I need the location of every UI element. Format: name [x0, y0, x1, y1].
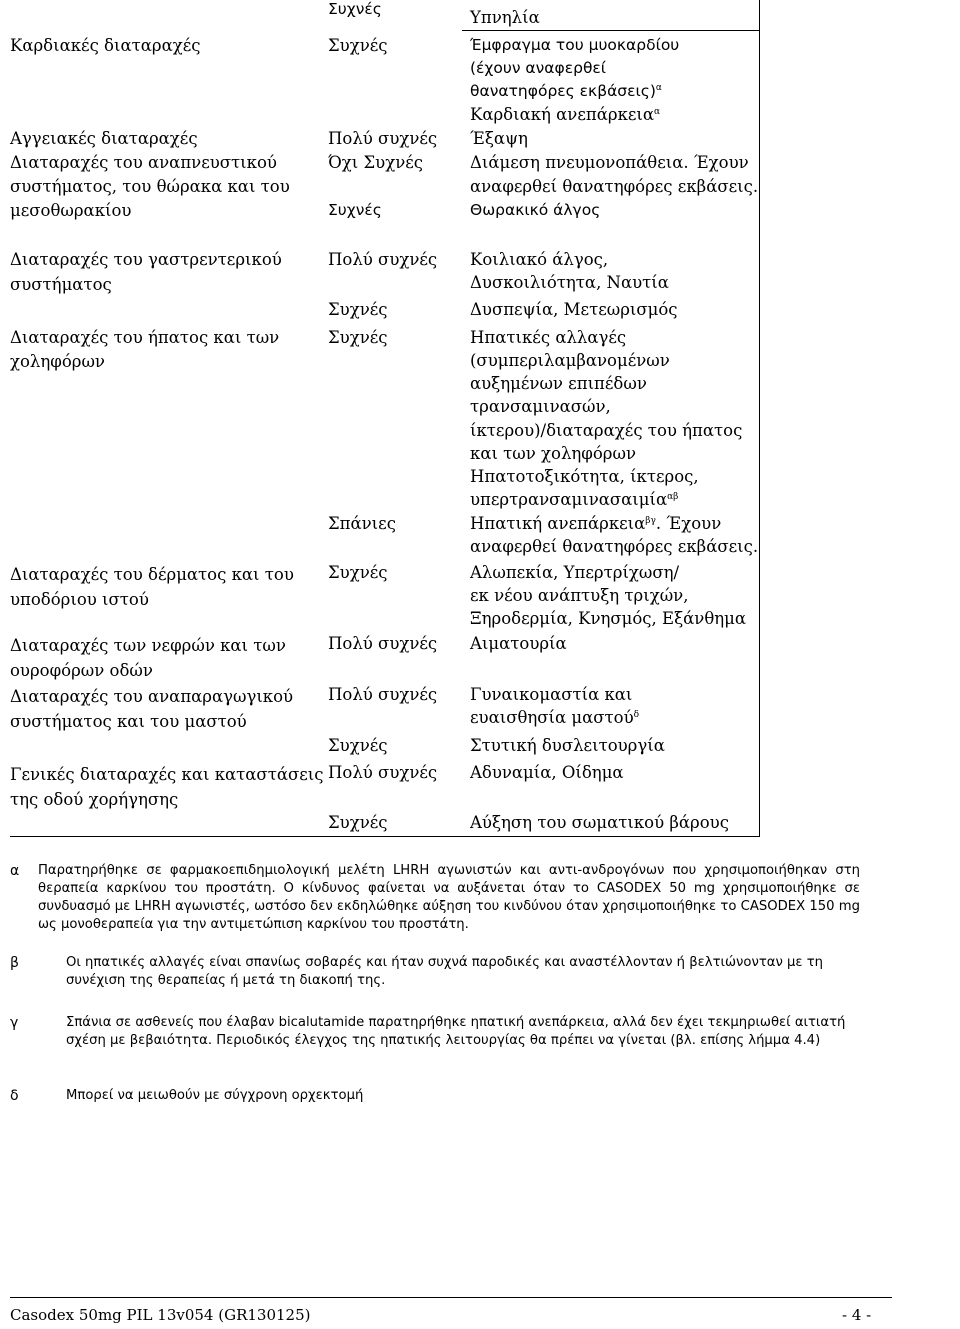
reaction-cell: τρανσαμινασών,: [470, 397, 611, 416]
soc-cell: Διαταραχές του δέρματος και του: [10, 565, 294, 584]
freq-cell: Συχνές: [328, 0, 382, 18]
reaction-cell: Έξαψη: [470, 129, 528, 148]
reaction-cell: (έχουν αναφερθεί: [470, 59, 607, 77]
freq-cell: Συχνές: [328, 36, 388, 55]
soc-cell: Γενικές διαταραχές και καταστάσεις: [10, 765, 324, 784]
soc-cell: Διαταραχές του αναπαραγωγικού: [10, 687, 294, 706]
reaction-cell: Αιματουρία: [470, 634, 567, 653]
reaction-cell: εκ νέου ανάπτυξη τριχών,: [470, 586, 689, 605]
freq-cell: Πολύ συχνές: [328, 634, 438, 653]
reaction-cell: αναφερθεί θανατηφόρες εκβάσεις.: [470, 537, 759, 556]
footnote-ref: αβ: [667, 492, 679, 502]
soc-cell: Διαταραχές των νεφρών και των: [10, 636, 286, 655]
footnote-text: Σπάνια σε ασθενείς που έλαβαν bicalutamide παρατηρήθηκε ηπατική ανεπάρκεια, αλλά δεν έχει τεκμηριωθεί αιτιατή σχέση με βεβαιότητα. Περιοδικός έλεγχος της ηπατικής λειτουργίας θα πρέπει να γίνεται (βλ. επίσης λήμμα 4.4): [66, 1015, 846, 1048]
freq-cell: Σπάνιες: [328, 514, 396, 533]
freq-cell: Συχνές: [328, 328, 388, 347]
freq-cell: Πολύ συχνές: [328, 763, 438, 782]
table-right-border: [759, 0, 760, 836]
reaction-cell: Αδυναμία, Οίδημα: [470, 763, 624, 782]
reaction-cell: Ηπατικές αλλαγές: [470, 328, 627, 347]
soc-cell: μεσοθωρακίου: [10, 201, 132, 220]
footnote-ref: δ: [633, 710, 640, 720]
reaction-cell: ίκτερου)/διαταραχές του ήπατος: [470, 421, 743, 440]
soc-cell: Αγγειακές διαταραχές: [10, 129, 198, 148]
table-top-border: [462, 30, 759, 31]
freq-cell: Συχνές: [328, 813, 388, 832]
footnote-ref: α: [654, 107, 661, 117]
page-number: - 4 -: [842, 1306, 872, 1324]
soc-cell: συστήματος: [10, 275, 112, 294]
soc-cell: συστήματος και του μαστού: [10, 712, 247, 731]
reaction-cell: Δυσκοιλιότητα, Ναυτία: [470, 273, 669, 292]
reaction-cell: Ηπατοτοξικότητα, ίκτερος,: [470, 467, 699, 486]
reaction-cell: Θωρακικό άλγος: [470, 201, 601, 219]
freq-cell: Συχνές: [328, 201, 382, 219]
footer-document-id: Casodex 50mg PIL 13v054 (GR130125): [10, 1306, 311, 1324]
reaction-cell: Κοιλιακό άλγος,: [470, 250, 609, 269]
freq-cell: Συχνές: [328, 300, 388, 319]
soc-cell: Καρδιακές διαταραχές: [10, 36, 201, 55]
reaction-cell: και των χοληφόρων: [470, 444, 636, 463]
reaction-cell: αναφερθεί θανατηφόρες εκβάσεις.: [470, 177, 759, 196]
footnote-mark: δ: [10, 1088, 19, 1104]
reaction-cell: Δυσπεψία, Μετεωρισμός: [470, 300, 678, 319]
soc-cell: υποδόριου ιστού: [10, 590, 149, 609]
footnote-ref: βγ: [645, 516, 656, 526]
reaction-cell: Ηπατική ανεπάρκεια$^{\beta\gamma}$. Έχουν: [470, 514, 722, 533]
reaction-cell: αυξημένων επιπέδων: [470, 374, 647, 393]
freq-cell: Συχνές: [328, 563, 388, 582]
reaction-cell: Διάμεση πνευμονοπάθεια. Έχουν: [470, 153, 749, 172]
footnote-text: Μπορεί να μειωθούν με σύγχρονη ορχεκτομή: [66, 1088, 364, 1103]
reaction-cell: υπερτρανσαμινασαιμία$^{\alpha\beta}$: [470, 490, 679, 509]
reaction-cell: Στυτική δυσλειτουργία: [470, 736, 665, 755]
footnote-mark: γ: [10, 1015, 19, 1031]
reaction-cell: Γυναικομαστία και: [470, 685, 633, 704]
footnote-mark: α: [10, 863, 20, 879]
soc-cell: της οδού χορήγησης: [10, 790, 179, 809]
footer-rule: [10, 1297, 892, 1298]
reaction-cell: (συμπεριλαμβανομένων: [470, 351, 670, 370]
soc-cell: ουροφόρων οδών: [10, 661, 153, 680]
footnote-text: Παρατηρήθηκε σε φαρμακοεπιδημιολογική μελέτη LHRH αγωνιστών και αντι-ανδρογόνων που χρησιμοποιήθηκαν στη θεραπεία καρκίνου του προστάτη. Ο κίνδυνος φαίνεται να αυξάνεται όταν το CASODEX 50 mg χρησιμοποιήθηκε σε συνδυασμό με LHRH αγωνιστές, ωστόσο δεν εκδηλώθηκε αύξηση του κινδύνου όταν χρησιμοποιήθηκε το CASODEX 150 mg ως μονοθεραπεία για την αντιμετώπιση καρκίνου του προστάτη.: [38, 863, 860, 932]
footnote-text: Οι ηπατικές αλλαγές είναι σπανίως σοβαρές και ήταν συχνά παροδικές και αναστέλλονταν ή βελτιώνονταν με τη συνέχιση της θεραπείας ή μετά τη διακοπή της.: [66, 955, 824, 988]
freq-cell: Πολύ συχνές: [328, 250, 438, 269]
reaction-cell: ευαισθησία μαστού$^\delta$: [470, 708, 640, 727]
reaction-cell: Καρδιακή ανεπάρκεια$^\alpha$: [470, 105, 661, 124]
soc-cell: χοληφόρων: [10, 352, 105, 371]
reaction-cell: Υπνηλία: [470, 8, 540, 27]
soc-cell: Διαταραχές του αναπνευστικού: [10, 153, 277, 172]
soc-cell: Διαταραχές του ήπατος και των: [10, 328, 280, 347]
soc-cell: συστήματος, του θώρακα και του: [10, 177, 290, 196]
table-bottom-border: [10, 836, 760, 837]
freq-cell: Πολύ συχνές: [328, 685, 438, 704]
footnote-mark: β: [10, 955, 19, 971]
reaction-cell: Αλωπεκία, Υπερτρίχωση/: [470, 563, 680, 582]
reaction-cell: Ξηροδερμία, Κνησμός, Εξάνθημα: [470, 609, 747, 628]
reaction-cell: Αύξηση του σωματικού βάρους: [470, 813, 729, 832]
reaction-cell: θανατηφόρες εκβάσεις)$^\alpha$: [470, 82, 662, 100]
footnote-ref: α: [655, 83, 662, 93]
freq-cell: Πολύ συχνές: [328, 129, 438, 148]
freq-cell: Όχι Συχνές: [328, 153, 424, 172]
reaction-cell: Έμφραγμα του μυοκαρδίου: [470, 36, 680, 54]
freq-cell: Συχνές: [328, 736, 388, 755]
soc-cell: Διαταραχές του γαστρεντερικού: [10, 250, 282, 269]
